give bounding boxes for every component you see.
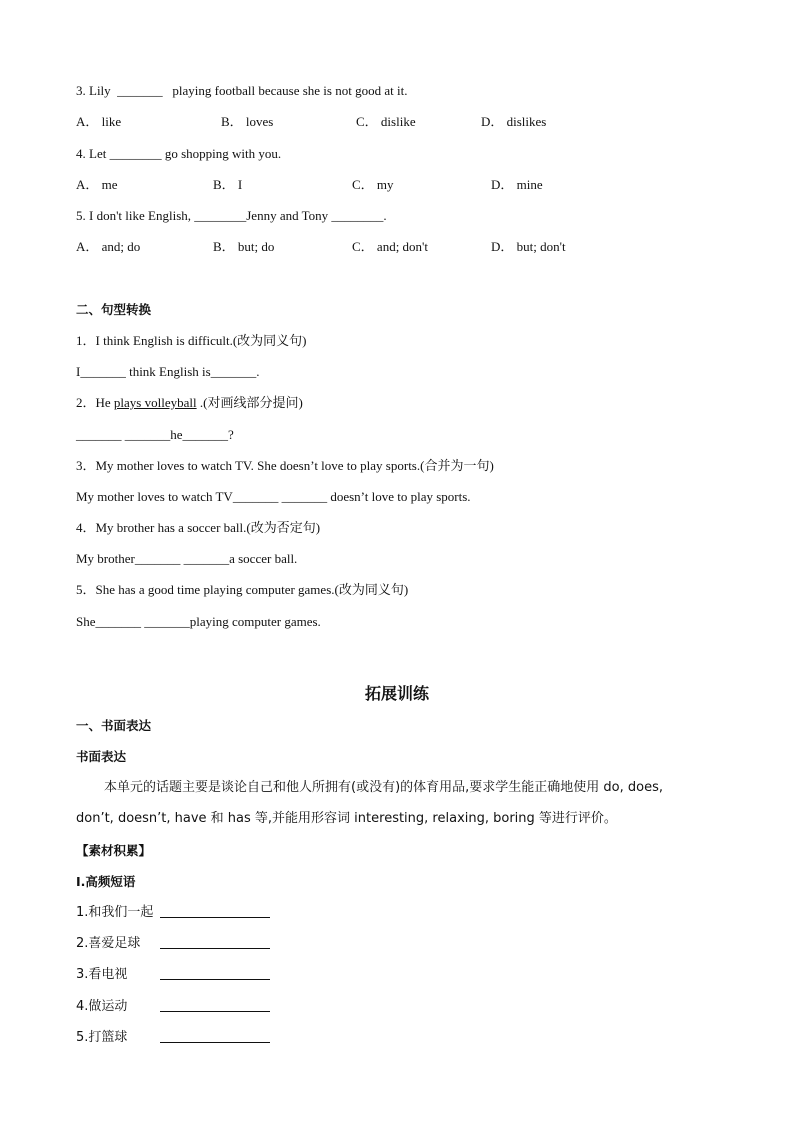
answer-blank[interactable] xyxy=(160,905,270,918)
transform-q4: 4．My brother has a soccer ball.(改为否定句) xyxy=(76,520,321,535)
answer-blank[interactable] xyxy=(160,967,270,980)
q5-option-b: B． but; do xyxy=(213,239,275,254)
writing-prompt-line-1: 本单元的话题主要是谈论自己和他人所拥有(或没有)的体育用品,要求学生能正确地使用 do, does, xyxy=(104,780,663,795)
question-5-stem: 5. I don't like English, ________Jenny and Tony ________. xyxy=(76,208,387,223)
q5-option-c: C． and; don't xyxy=(352,239,429,254)
transform-a1: I_______ think English is_______. xyxy=(76,364,260,379)
transform-a2: _______ _______he_______? xyxy=(76,427,234,442)
answer-blank[interactable] xyxy=(160,1030,270,1043)
q5-option-d: D． but; don't xyxy=(491,239,566,254)
material-heading: 【素材积累】 xyxy=(76,843,152,858)
transform-a4: My brother_______ _______a soccer ball. xyxy=(76,551,298,566)
phrase-item-5: 5.打篮球 xyxy=(76,1030,270,1046)
q4-option-b: B． I xyxy=(213,177,243,192)
transform-q5: 5．She has a good time playing computer games.(改为同义句) xyxy=(76,582,409,597)
question-4-stem: 4. Let ________ go shopping with you. xyxy=(76,146,282,161)
writing-subheading: 书面表达 xyxy=(76,749,127,764)
transform-a5: She_______ _______playing computer games. xyxy=(76,614,321,629)
answer-blank[interactable] xyxy=(160,999,270,1012)
q3-option-d: D． dislikes xyxy=(481,114,547,129)
transform-q3: 3．My mother loves to watch TV. She doesn’t love to play sports.(合并为一句) xyxy=(76,458,494,473)
writing-heading: 一、书面表达 xyxy=(76,718,152,733)
q3-option-c: C． dislike xyxy=(356,114,416,129)
transform-q2: 2．He plays volleyball .(对画线部分提问) xyxy=(76,395,303,410)
phrases-heading: Ⅰ.高频短语 xyxy=(76,874,136,889)
q4-option-d: D． mine xyxy=(491,177,543,192)
phrase-item-2: 2.喜爱足球 xyxy=(76,936,270,952)
q4-option-a: A． me xyxy=(76,177,118,192)
q3-option-b: B． loves xyxy=(221,114,274,129)
question-3-stem: 3. Lily _______ playing football because she is not good at it. xyxy=(76,83,408,98)
q5-option-a: A． and; do xyxy=(76,239,141,254)
q4-option-c: C． my xyxy=(352,177,394,192)
phrase-item-1: 1.和我们一起 xyxy=(76,905,270,921)
transform-q1: 1．I think English is difficult.(改为同义句) xyxy=(76,333,307,348)
section-2-heading: 二、句型转换 xyxy=(76,302,152,317)
transform-a3: My mother loves to watch TV_______ _______ doesn’t love to play sports. xyxy=(76,489,471,504)
answer-blank[interactable] xyxy=(160,936,270,949)
writing-prompt-line-2: don’t, doesn’t, have 和 has 等,并能用形容词 interesting, relaxing, boring 等进行评价。 xyxy=(76,811,617,826)
q3-option-a: A． like xyxy=(76,114,122,129)
extension-title: 拓展训练 xyxy=(364,684,429,703)
phrase-item-3: 3.看电视 xyxy=(76,967,270,983)
phrase-item-4: 4.做运动 xyxy=(76,999,270,1015)
